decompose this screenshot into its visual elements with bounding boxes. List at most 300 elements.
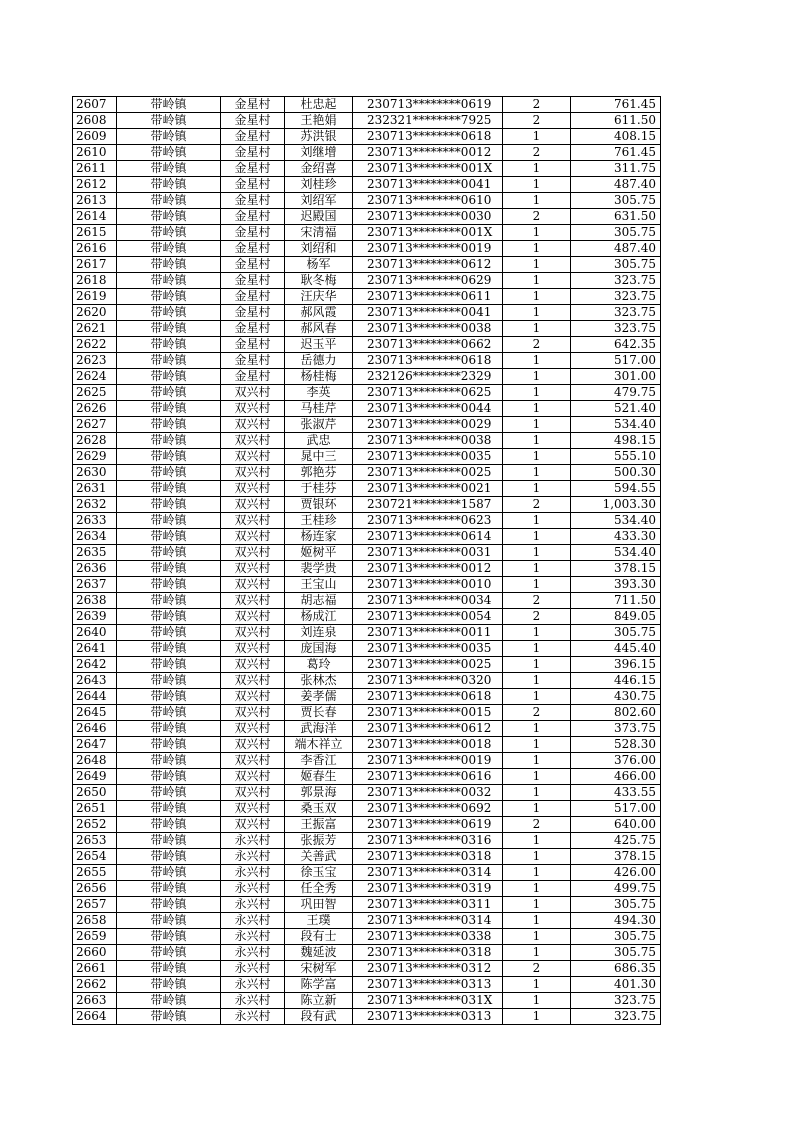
household-count-cell: 2 bbox=[503, 961, 571, 977]
household-count-cell: 1 bbox=[503, 433, 571, 449]
town-cell: 带岭镇 bbox=[117, 769, 221, 785]
amount-cell: 376.00 bbox=[571, 753, 661, 769]
town-cell: 带岭镇 bbox=[117, 625, 221, 641]
town-cell: 带岭镇 bbox=[117, 369, 221, 385]
name-cell: 刘连泉 bbox=[285, 625, 353, 641]
household-count-cell: 1 bbox=[503, 801, 571, 817]
table-row bbox=[73, 497, 661, 513]
table-row bbox=[73, 385, 661, 401]
amount-cell: 594.55 bbox=[571, 481, 661, 497]
row-number-cell: 2615 bbox=[73, 225, 117, 241]
row-number-cell: 2632 bbox=[73, 497, 117, 513]
village-cell: 永兴村 bbox=[221, 993, 285, 1009]
id-number-cell: 230713********0029 bbox=[353, 417, 503, 433]
row-number-cell: 2622 bbox=[73, 337, 117, 353]
town-cell: 带岭镇 bbox=[117, 881, 221, 897]
village-cell: 双兴村 bbox=[221, 673, 285, 689]
name-cell: 王璞 bbox=[285, 913, 353, 929]
household-count-cell: 1 bbox=[503, 641, 571, 657]
name-cell: 段有士 bbox=[285, 929, 353, 945]
table-row bbox=[73, 705, 661, 721]
id-number-cell: 230713********031X bbox=[353, 993, 503, 1009]
id-number-cell: 230713********0338 bbox=[353, 929, 503, 945]
name-cell: 巩田智 bbox=[285, 897, 353, 913]
town-cell: 带岭镇 bbox=[117, 929, 221, 945]
table-row bbox=[73, 593, 661, 609]
town-cell: 带岭镇 bbox=[117, 993, 221, 1009]
id-number-cell: 230713********0618 bbox=[353, 129, 503, 145]
table-row bbox=[73, 129, 661, 145]
table-row bbox=[73, 993, 661, 1009]
village-cell: 金星村 bbox=[221, 225, 285, 241]
village-cell: 永兴村 bbox=[221, 865, 285, 881]
amount-cell: 323.75 bbox=[571, 993, 661, 1009]
town-cell: 带岭镇 bbox=[117, 193, 221, 209]
name-cell: 于桂芬 bbox=[285, 481, 353, 497]
table-row bbox=[73, 1009, 661, 1025]
amount-cell: 534.40 bbox=[571, 545, 661, 561]
village-cell: 金星村 bbox=[221, 145, 285, 161]
town-cell: 带岭镇 bbox=[117, 961, 221, 977]
table-row bbox=[73, 833, 661, 849]
id-number-cell: 230713********0011 bbox=[353, 625, 503, 641]
table-row bbox=[73, 769, 661, 785]
name-cell: 王艳娟 bbox=[285, 113, 353, 129]
amount-cell: 487.40 bbox=[571, 241, 661, 257]
row-number-cell: 2663 bbox=[73, 993, 117, 1009]
village-cell: 永兴村 bbox=[221, 913, 285, 929]
village-cell: 双兴村 bbox=[221, 433, 285, 449]
household-count-cell: 1 bbox=[503, 305, 571, 321]
name-cell: 耿冬梅 bbox=[285, 273, 353, 289]
amount-cell: 631.50 bbox=[571, 209, 661, 225]
table-row bbox=[73, 257, 661, 273]
amount-cell: 305.75 bbox=[571, 945, 661, 961]
table-row bbox=[73, 513, 661, 529]
amount-cell: 528.30 bbox=[571, 737, 661, 753]
row-number-cell: 2643 bbox=[73, 673, 117, 689]
town-cell: 带岭镇 bbox=[117, 209, 221, 225]
village-cell: 双兴村 bbox=[221, 705, 285, 721]
table-row bbox=[73, 465, 661, 481]
table-row bbox=[73, 641, 661, 657]
name-cell: 徐玉宝 bbox=[285, 865, 353, 881]
town-cell: 带岭镇 bbox=[117, 897, 221, 913]
village-cell: 双兴村 bbox=[221, 817, 285, 833]
table-row bbox=[73, 289, 661, 305]
amount-cell: 323.75 bbox=[571, 289, 661, 305]
amount-cell: 479.75 bbox=[571, 385, 661, 401]
household-count-cell: 1 bbox=[503, 881, 571, 897]
name-cell: 李英 bbox=[285, 385, 353, 401]
village-cell: 双兴村 bbox=[221, 577, 285, 593]
row-number-cell: 2642 bbox=[73, 657, 117, 673]
row-number-cell: 2659 bbox=[73, 929, 117, 945]
id-number-cell: 230713********0041 bbox=[353, 177, 503, 193]
village-cell: 双兴村 bbox=[221, 401, 285, 417]
id-number-cell: 230713********0319 bbox=[353, 881, 503, 897]
name-cell: 陈立新 bbox=[285, 993, 353, 1009]
name-cell: 杨桂梅 bbox=[285, 369, 353, 385]
village-cell: 金星村 bbox=[221, 193, 285, 209]
id-number-cell: 230721********1587 bbox=[353, 497, 503, 513]
name-cell: 姬树平 bbox=[285, 545, 353, 561]
table-row bbox=[73, 433, 661, 449]
household-count-cell: 1 bbox=[503, 465, 571, 481]
table-row bbox=[73, 609, 661, 625]
id-number-cell: 230713********0318 bbox=[353, 849, 503, 865]
town-cell: 带岭镇 bbox=[117, 705, 221, 721]
row-number-cell: 2623 bbox=[73, 353, 117, 369]
name-cell: 马桂芹 bbox=[285, 401, 353, 417]
village-cell: 金星村 bbox=[221, 129, 285, 145]
household-count-cell: 1 bbox=[503, 849, 571, 865]
village-cell: 双兴村 bbox=[221, 609, 285, 625]
name-cell: 端木祥立 bbox=[285, 737, 353, 753]
row-number-cell: 2611 bbox=[73, 161, 117, 177]
town-cell: 带岭镇 bbox=[117, 737, 221, 753]
table-row bbox=[73, 305, 661, 321]
table-row bbox=[73, 321, 661, 337]
id-number-cell: 230713********0612 bbox=[353, 257, 503, 273]
amount-cell: 373.75 bbox=[571, 721, 661, 737]
household-count-cell: 2 bbox=[503, 609, 571, 625]
amount-cell: 1,003.30 bbox=[571, 497, 661, 513]
amount-cell: 534.40 bbox=[571, 417, 661, 433]
village-cell: 双兴村 bbox=[221, 657, 285, 673]
amount-cell: 396.15 bbox=[571, 657, 661, 673]
amount-cell: 499.75 bbox=[571, 881, 661, 897]
village-cell: 双兴村 bbox=[221, 689, 285, 705]
amount-cell: 640.00 bbox=[571, 817, 661, 833]
table-row bbox=[73, 401, 661, 417]
village-cell: 永兴村 bbox=[221, 961, 285, 977]
id-number-cell: 232126********2329 bbox=[353, 369, 503, 385]
village-cell: 金星村 bbox=[221, 241, 285, 257]
village-cell: 金星村 bbox=[221, 353, 285, 369]
village-cell: 双兴村 bbox=[221, 449, 285, 465]
table-row bbox=[73, 545, 661, 561]
amount-cell: 323.75 bbox=[571, 321, 661, 337]
town-cell: 带岭镇 bbox=[117, 785, 221, 801]
town-cell: 带岭镇 bbox=[117, 529, 221, 545]
row-number-cell: 2637 bbox=[73, 577, 117, 593]
village-cell: 永兴村 bbox=[221, 945, 285, 961]
household-count-cell: 1 bbox=[503, 865, 571, 881]
row-number-cell: 2628 bbox=[73, 433, 117, 449]
town-cell: 带岭镇 bbox=[117, 449, 221, 465]
row-number-cell: 2648 bbox=[73, 753, 117, 769]
village-cell: 双兴村 bbox=[221, 593, 285, 609]
row-number-cell: 2620 bbox=[73, 305, 117, 321]
table-body bbox=[73, 97, 661, 1025]
row-number-cell: 2630 bbox=[73, 465, 117, 481]
table-row bbox=[73, 417, 661, 433]
id-number-cell: 230713********0612 bbox=[353, 721, 503, 737]
id-number-cell: 230713********0021 bbox=[353, 481, 503, 497]
village-cell: 金星村 bbox=[221, 337, 285, 353]
table-row bbox=[73, 673, 661, 689]
row-number-cell: 2655 bbox=[73, 865, 117, 881]
village-cell: 双兴村 bbox=[221, 465, 285, 481]
amount-cell: 555.10 bbox=[571, 449, 661, 465]
amount-cell: 305.75 bbox=[571, 897, 661, 913]
household-count-cell: 1 bbox=[503, 417, 571, 433]
town-cell: 带岭镇 bbox=[117, 433, 221, 449]
id-number-cell: 230713********0038 bbox=[353, 321, 503, 337]
amount-cell: 323.75 bbox=[571, 1009, 661, 1025]
town-cell: 带岭镇 bbox=[117, 657, 221, 673]
household-count-cell: 1 bbox=[503, 161, 571, 177]
amount-cell: 494.30 bbox=[571, 913, 661, 929]
row-number-cell: 2658 bbox=[73, 913, 117, 929]
village-cell: 双兴村 bbox=[221, 481, 285, 497]
village-cell: 双兴村 bbox=[221, 737, 285, 753]
row-number-cell: 2636 bbox=[73, 561, 117, 577]
table-row bbox=[73, 801, 661, 817]
table-row bbox=[73, 689, 661, 705]
table-row bbox=[73, 561, 661, 577]
name-cell: 张林杰 bbox=[285, 673, 353, 689]
amount-cell: 534.40 bbox=[571, 513, 661, 529]
name-cell: 裴学贵 bbox=[285, 561, 353, 577]
amount-cell: 611.50 bbox=[571, 113, 661, 129]
id-number-cell: 230713********0625 bbox=[353, 385, 503, 401]
row-number-cell: 2608 bbox=[73, 113, 117, 129]
id-number-cell: 230713********0025 bbox=[353, 657, 503, 673]
household-count-cell: 1 bbox=[503, 449, 571, 465]
household-count-cell: 1 bbox=[503, 673, 571, 689]
village-cell: 双兴村 bbox=[221, 561, 285, 577]
village-cell: 金星村 bbox=[221, 209, 285, 225]
household-count-cell: 2 bbox=[503, 145, 571, 161]
table-row bbox=[73, 209, 661, 225]
id-number-cell: 230713********0018 bbox=[353, 737, 503, 753]
village-cell: 永兴村 bbox=[221, 849, 285, 865]
id-number-cell: 230713********0313 bbox=[353, 977, 503, 993]
name-cell: 刘绍军 bbox=[285, 193, 353, 209]
name-cell: 宋树军 bbox=[285, 961, 353, 977]
table-row bbox=[73, 913, 661, 929]
id-number-cell: 230713********0314 bbox=[353, 865, 503, 881]
amount-cell: 430.75 bbox=[571, 689, 661, 705]
village-cell: 双兴村 bbox=[221, 529, 285, 545]
town-cell: 带岭镇 bbox=[117, 977, 221, 993]
row-number-cell: 2638 bbox=[73, 593, 117, 609]
row-number-cell: 2621 bbox=[73, 321, 117, 337]
row-number-cell: 2644 bbox=[73, 689, 117, 705]
town-cell: 带岭镇 bbox=[117, 481, 221, 497]
id-number-cell: 230713********0611 bbox=[353, 289, 503, 305]
name-cell: 陈学富 bbox=[285, 977, 353, 993]
id-number-cell: 230713********0618 bbox=[353, 689, 503, 705]
table-row bbox=[73, 753, 661, 769]
id-number-cell: 230713********0030 bbox=[353, 209, 503, 225]
row-number-cell: 2649 bbox=[73, 769, 117, 785]
row-number-cell: 2610 bbox=[73, 145, 117, 161]
household-count-cell: 1 bbox=[503, 321, 571, 337]
amount-cell: 761.45 bbox=[571, 145, 661, 161]
amount-cell: 323.75 bbox=[571, 305, 661, 321]
row-number-cell: 2618 bbox=[73, 273, 117, 289]
amount-cell: 487.40 bbox=[571, 177, 661, 193]
town-cell: 带岭镇 bbox=[117, 113, 221, 129]
town-cell: 带岭镇 bbox=[117, 417, 221, 433]
amount-cell: 311.75 bbox=[571, 161, 661, 177]
town-cell: 带岭镇 bbox=[117, 225, 221, 241]
id-number-cell: 230713********0019 bbox=[353, 753, 503, 769]
household-count-cell: 1 bbox=[503, 369, 571, 385]
table-row bbox=[73, 625, 661, 641]
name-cell: 宋清福 bbox=[285, 225, 353, 241]
row-number-cell: 2635 bbox=[73, 545, 117, 561]
household-count-cell: 1 bbox=[503, 577, 571, 593]
row-number-cell: 2613 bbox=[73, 193, 117, 209]
amount-cell: 761.45 bbox=[571, 97, 661, 113]
village-cell: 双兴村 bbox=[221, 801, 285, 817]
town-cell: 带岭镇 bbox=[117, 305, 221, 321]
table-row bbox=[73, 481, 661, 497]
id-number-cell: 230713********0010 bbox=[353, 577, 503, 593]
id-number-cell: 230713********0692 bbox=[353, 801, 503, 817]
village-cell: 双兴村 bbox=[221, 497, 285, 513]
household-count-cell: 1 bbox=[503, 129, 571, 145]
town-cell: 带岭镇 bbox=[117, 577, 221, 593]
id-number-cell: 230713********0616 bbox=[353, 769, 503, 785]
village-cell: 永兴村 bbox=[221, 977, 285, 993]
household-count-cell: 1 bbox=[503, 401, 571, 417]
id-number-cell: 230713********0618 bbox=[353, 353, 503, 369]
table-row bbox=[73, 193, 661, 209]
village-cell: 金星村 bbox=[221, 161, 285, 177]
data-table bbox=[72, 96, 661, 1025]
village-cell: 金星村 bbox=[221, 289, 285, 305]
household-count-cell: 1 bbox=[503, 657, 571, 673]
town-cell: 带岭镇 bbox=[117, 609, 221, 625]
name-cell: 王宝山 bbox=[285, 577, 353, 593]
town-cell: 带岭镇 bbox=[117, 97, 221, 113]
name-cell: 桑玉双 bbox=[285, 801, 353, 817]
name-cell: 任全秀 bbox=[285, 881, 353, 897]
table-row bbox=[73, 369, 661, 385]
village-cell: 金星村 bbox=[221, 113, 285, 129]
household-count-cell: 1 bbox=[503, 785, 571, 801]
id-number-cell: 230713********0034 bbox=[353, 593, 503, 609]
table-row bbox=[73, 177, 661, 193]
town-cell: 带岭镇 bbox=[117, 465, 221, 481]
id-number-cell: 230713********0012 bbox=[353, 145, 503, 161]
amount-cell: 433.30 bbox=[571, 529, 661, 545]
table-row bbox=[73, 881, 661, 897]
town-cell: 带岭镇 bbox=[117, 817, 221, 833]
id-number-cell: 230713********0054 bbox=[353, 609, 503, 625]
name-cell: 杨军 bbox=[285, 257, 353, 273]
town-cell: 带岭镇 bbox=[117, 385, 221, 401]
town-cell: 带岭镇 bbox=[117, 865, 221, 881]
name-cell: 晁中三 bbox=[285, 449, 353, 465]
village-cell: 永兴村 bbox=[221, 833, 285, 849]
name-cell: 段有武 bbox=[285, 1009, 353, 1025]
town-cell: 带岭镇 bbox=[117, 753, 221, 769]
row-number-cell: 2647 bbox=[73, 737, 117, 753]
name-cell: 刘桂珍 bbox=[285, 177, 353, 193]
name-cell: 魏延波 bbox=[285, 945, 353, 961]
name-cell: 姬春生 bbox=[285, 769, 353, 785]
village-cell: 永兴村 bbox=[221, 1009, 285, 1025]
name-cell: 杜忠起 bbox=[285, 97, 353, 113]
id-number-cell: 230713********0318 bbox=[353, 945, 503, 961]
town-cell: 带岭镇 bbox=[117, 321, 221, 337]
table-row bbox=[73, 145, 661, 161]
row-number-cell: 2653 bbox=[73, 833, 117, 849]
name-cell: 刘绍和 bbox=[285, 241, 353, 257]
household-count-cell: 1 bbox=[503, 689, 571, 705]
row-number-cell: 2631 bbox=[73, 481, 117, 497]
table-row bbox=[73, 577, 661, 593]
table-row bbox=[73, 785, 661, 801]
town-cell: 带岭镇 bbox=[117, 801, 221, 817]
household-count-cell: 2 bbox=[503, 113, 571, 129]
town-cell: 带岭镇 bbox=[117, 641, 221, 657]
town-cell: 带岭镇 bbox=[117, 257, 221, 273]
town-cell: 带岭镇 bbox=[117, 337, 221, 353]
table-row bbox=[73, 657, 661, 673]
name-cell: 关善武 bbox=[285, 849, 353, 865]
amount-cell: 445.40 bbox=[571, 641, 661, 657]
table-row bbox=[73, 273, 661, 289]
row-number-cell: 2633 bbox=[73, 513, 117, 529]
name-cell: 武海洋 bbox=[285, 721, 353, 737]
amount-cell: 521.40 bbox=[571, 401, 661, 417]
village-cell: 金星村 bbox=[221, 97, 285, 113]
town-cell: 带岭镇 bbox=[117, 1009, 221, 1025]
table-row bbox=[73, 945, 661, 961]
amount-cell: 711.50 bbox=[571, 593, 661, 609]
household-count-cell: 2 bbox=[503, 97, 571, 113]
household-count-cell: 1 bbox=[503, 945, 571, 961]
row-number-cell: 2639 bbox=[73, 609, 117, 625]
village-cell: 永兴村 bbox=[221, 897, 285, 913]
town-cell: 带岭镇 bbox=[117, 177, 221, 193]
name-cell: 武忠 bbox=[285, 433, 353, 449]
village-cell: 双兴村 bbox=[221, 721, 285, 737]
id-number-cell: 230713********0314 bbox=[353, 913, 503, 929]
table-row bbox=[73, 161, 661, 177]
household-count-cell: 1 bbox=[503, 929, 571, 945]
household-count-cell: 1 bbox=[503, 545, 571, 561]
amount-cell: 517.00 bbox=[571, 353, 661, 369]
name-cell: 杨成江 bbox=[285, 609, 353, 625]
id-number-cell: 230713********0035 bbox=[353, 449, 503, 465]
household-count-cell: 1 bbox=[503, 177, 571, 193]
amount-cell: 305.75 bbox=[571, 193, 661, 209]
household-count-cell: 1 bbox=[503, 561, 571, 577]
table-row bbox=[73, 865, 661, 881]
row-number-cell: 2652 bbox=[73, 817, 117, 833]
amount-cell: 426.00 bbox=[571, 865, 661, 881]
household-count-cell: 1 bbox=[503, 721, 571, 737]
id-number-cell: 230713********0031 bbox=[353, 545, 503, 561]
village-cell: 双兴村 bbox=[221, 417, 285, 433]
household-count-cell: 1 bbox=[503, 385, 571, 401]
household-count-cell: 1 bbox=[503, 273, 571, 289]
name-cell: 郝风霞 bbox=[285, 305, 353, 321]
id-number-cell: 230713********0019 bbox=[353, 241, 503, 257]
name-cell: 苏洪银 bbox=[285, 129, 353, 145]
household-count-cell: 1 bbox=[503, 529, 571, 545]
village-cell: 双兴村 bbox=[221, 785, 285, 801]
table-row bbox=[73, 449, 661, 465]
